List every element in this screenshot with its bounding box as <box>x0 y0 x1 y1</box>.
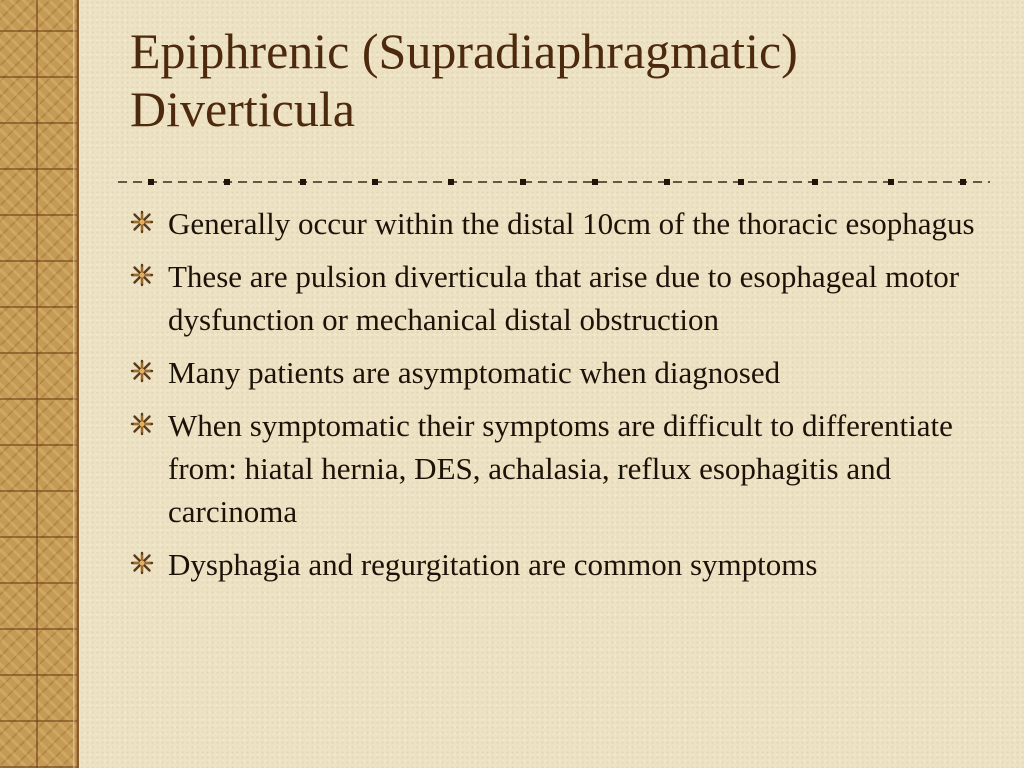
list-item <box>130 202 990 245</box>
star-burst-icon <box>130 210 154 234</box>
bullet-text: These are pulsion diverticula that arise due to esophageal motor dysfunction or mechanical distal obstruction <box>168 259 960 337</box>
star-burst-icon <box>130 551 154 575</box>
slide-title-line-2: Diverticula <box>130 81 355 137</box>
slide-title-line-1: Epiphrenic (Supradiaphragmatic) <box>130 23 798 79</box>
bullet-list <box>130 202 990 596</box>
list-item <box>130 255 990 341</box>
bullet-text: Many patients are asymptomatic when diagnosed <box>168 355 781 390</box>
list-item <box>130 543 990 586</box>
bullet-text: Dysphagia and regurgitation are common symptoms <box>168 547 818 582</box>
bullet-text: When symptomatic their symptoms are difficult to differentiate from: hiatal hernia, DES, achalasia, reflux esophagitis and carcinoma <box>168 408 953 529</box>
title-divider <box>118 176 990 188</box>
star-burst-icon <box>130 412 154 436</box>
bullet-text: Generally occur within the distal 10cm of the thoracic esophagus <box>168 206 975 241</box>
slide-title <box>130 22 990 138</box>
list-item <box>130 404 990 533</box>
decorative-side-border <box>0 0 79 768</box>
star-burst-icon <box>130 359 154 383</box>
list-item <box>130 351 990 394</box>
star-burst-icon <box>130 263 154 287</box>
